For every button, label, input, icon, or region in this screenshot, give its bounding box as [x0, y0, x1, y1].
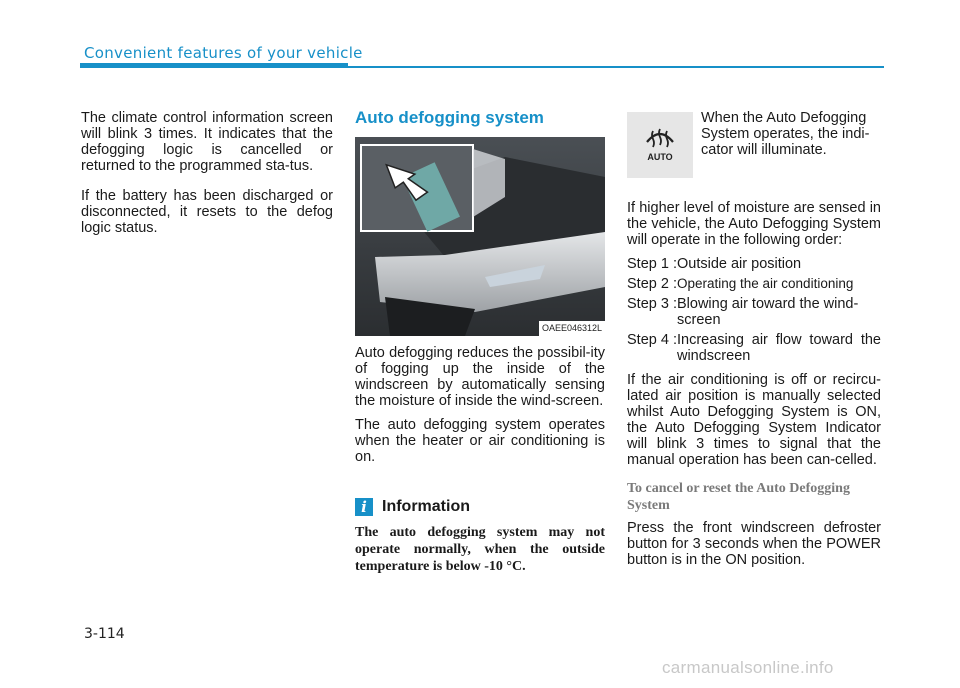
- step-label: Step 4 :: [627, 332, 677, 348]
- car-photo: [355, 137, 605, 336]
- step-item: [627, 256, 881, 272]
- body-paragraph: The climate control information screen will blink 3 times. It indicates that the defogging logic is cancelled or returned to the programmed sta-tus.: [81, 110, 333, 174]
- step-text: Operating the air conditioning: [676, 276, 854, 291]
- step-text: Outside air position: [676, 256, 802, 272]
- defog-icon: [627, 112, 693, 178]
- body-paragraph: Press the front windscreen defroster button for 3 seconds when the POWER button is in the ON position.: [627, 520, 881, 568]
- left-column: [81, 110, 333, 250]
- information-text: The auto defogging system may not operate normally, when the outside temperature is below -10 °C.: [355, 525, 605, 574]
- header-rule: [348, 66, 884, 68]
- body-paragraph: Auto defogging reduces the possibil-ity of fogging up the inside of the windscreen by automatically sensing the moisture of inside the wind-screen.: [355, 345, 605, 409]
- right-body: [627, 200, 881, 576]
- step-label: Step 3 :: [627, 296, 677, 312]
- body-paragraph: If the air conditioning is off or recircu-lated air position is manually selected whilst Auto Defogging System is ON, the Auto Defogging System Indicator will blink 3 times to signal that the manual operation has been can-celled.: [627, 372, 881, 468]
- step-item: [627, 276, 881, 292]
- image-code: OAEE046312L: [539, 321, 605, 336]
- information-label: Information: [382, 498, 470, 515]
- step-list: [627, 256, 881, 364]
- body-paragraph: The auto defogging system operates when the heater or air conditioning is on.: [355, 417, 605, 465]
- step-item: [627, 296, 881, 328]
- indicator-text: When the Auto Defogging System operates, the indi-cator will illuminate.: [701, 110, 870, 158]
- step-text: Blowing air toward the wind-screen: [676, 296, 859, 328]
- information-heading: [355, 498, 470, 516]
- section-title: Auto defogging system: [355, 108, 544, 127]
- auto-defog-indicator: [627, 112, 693, 178]
- header-rule-accent: [80, 63, 348, 68]
- page-number: 3-114: [84, 626, 125, 642]
- body-paragraph: If the battery has been discharged or disconnected, it resets to the defog logic status.: [81, 188, 333, 236]
- subheading: To cancel or reset the Auto Defogging System: [627, 481, 850, 513]
- middle-body: [355, 345, 605, 473]
- section-header-title: Convenient features of your vehicle: [84, 44, 363, 62]
- step-item: [627, 332, 881, 364]
- body-paragraph: If higher level of moisture are sensed in the vehicle, the Auto Defogging System will operate in the following order:: [627, 200, 881, 248]
- info-icon: i: [355, 498, 373, 516]
- watermark: carmanualsonline.info: [662, 658, 834, 677]
- auto-label: AUTO: [647, 152, 673, 162]
- step-label: Step 2 :: [627, 276, 677, 292]
- step-label: Step 1 :: [627, 256, 677, 272]
- car-illustration: [355, 137, 605, 336]
- step-text: Increasing air flow toward the windscreen: [676, 332, 881, 364]
